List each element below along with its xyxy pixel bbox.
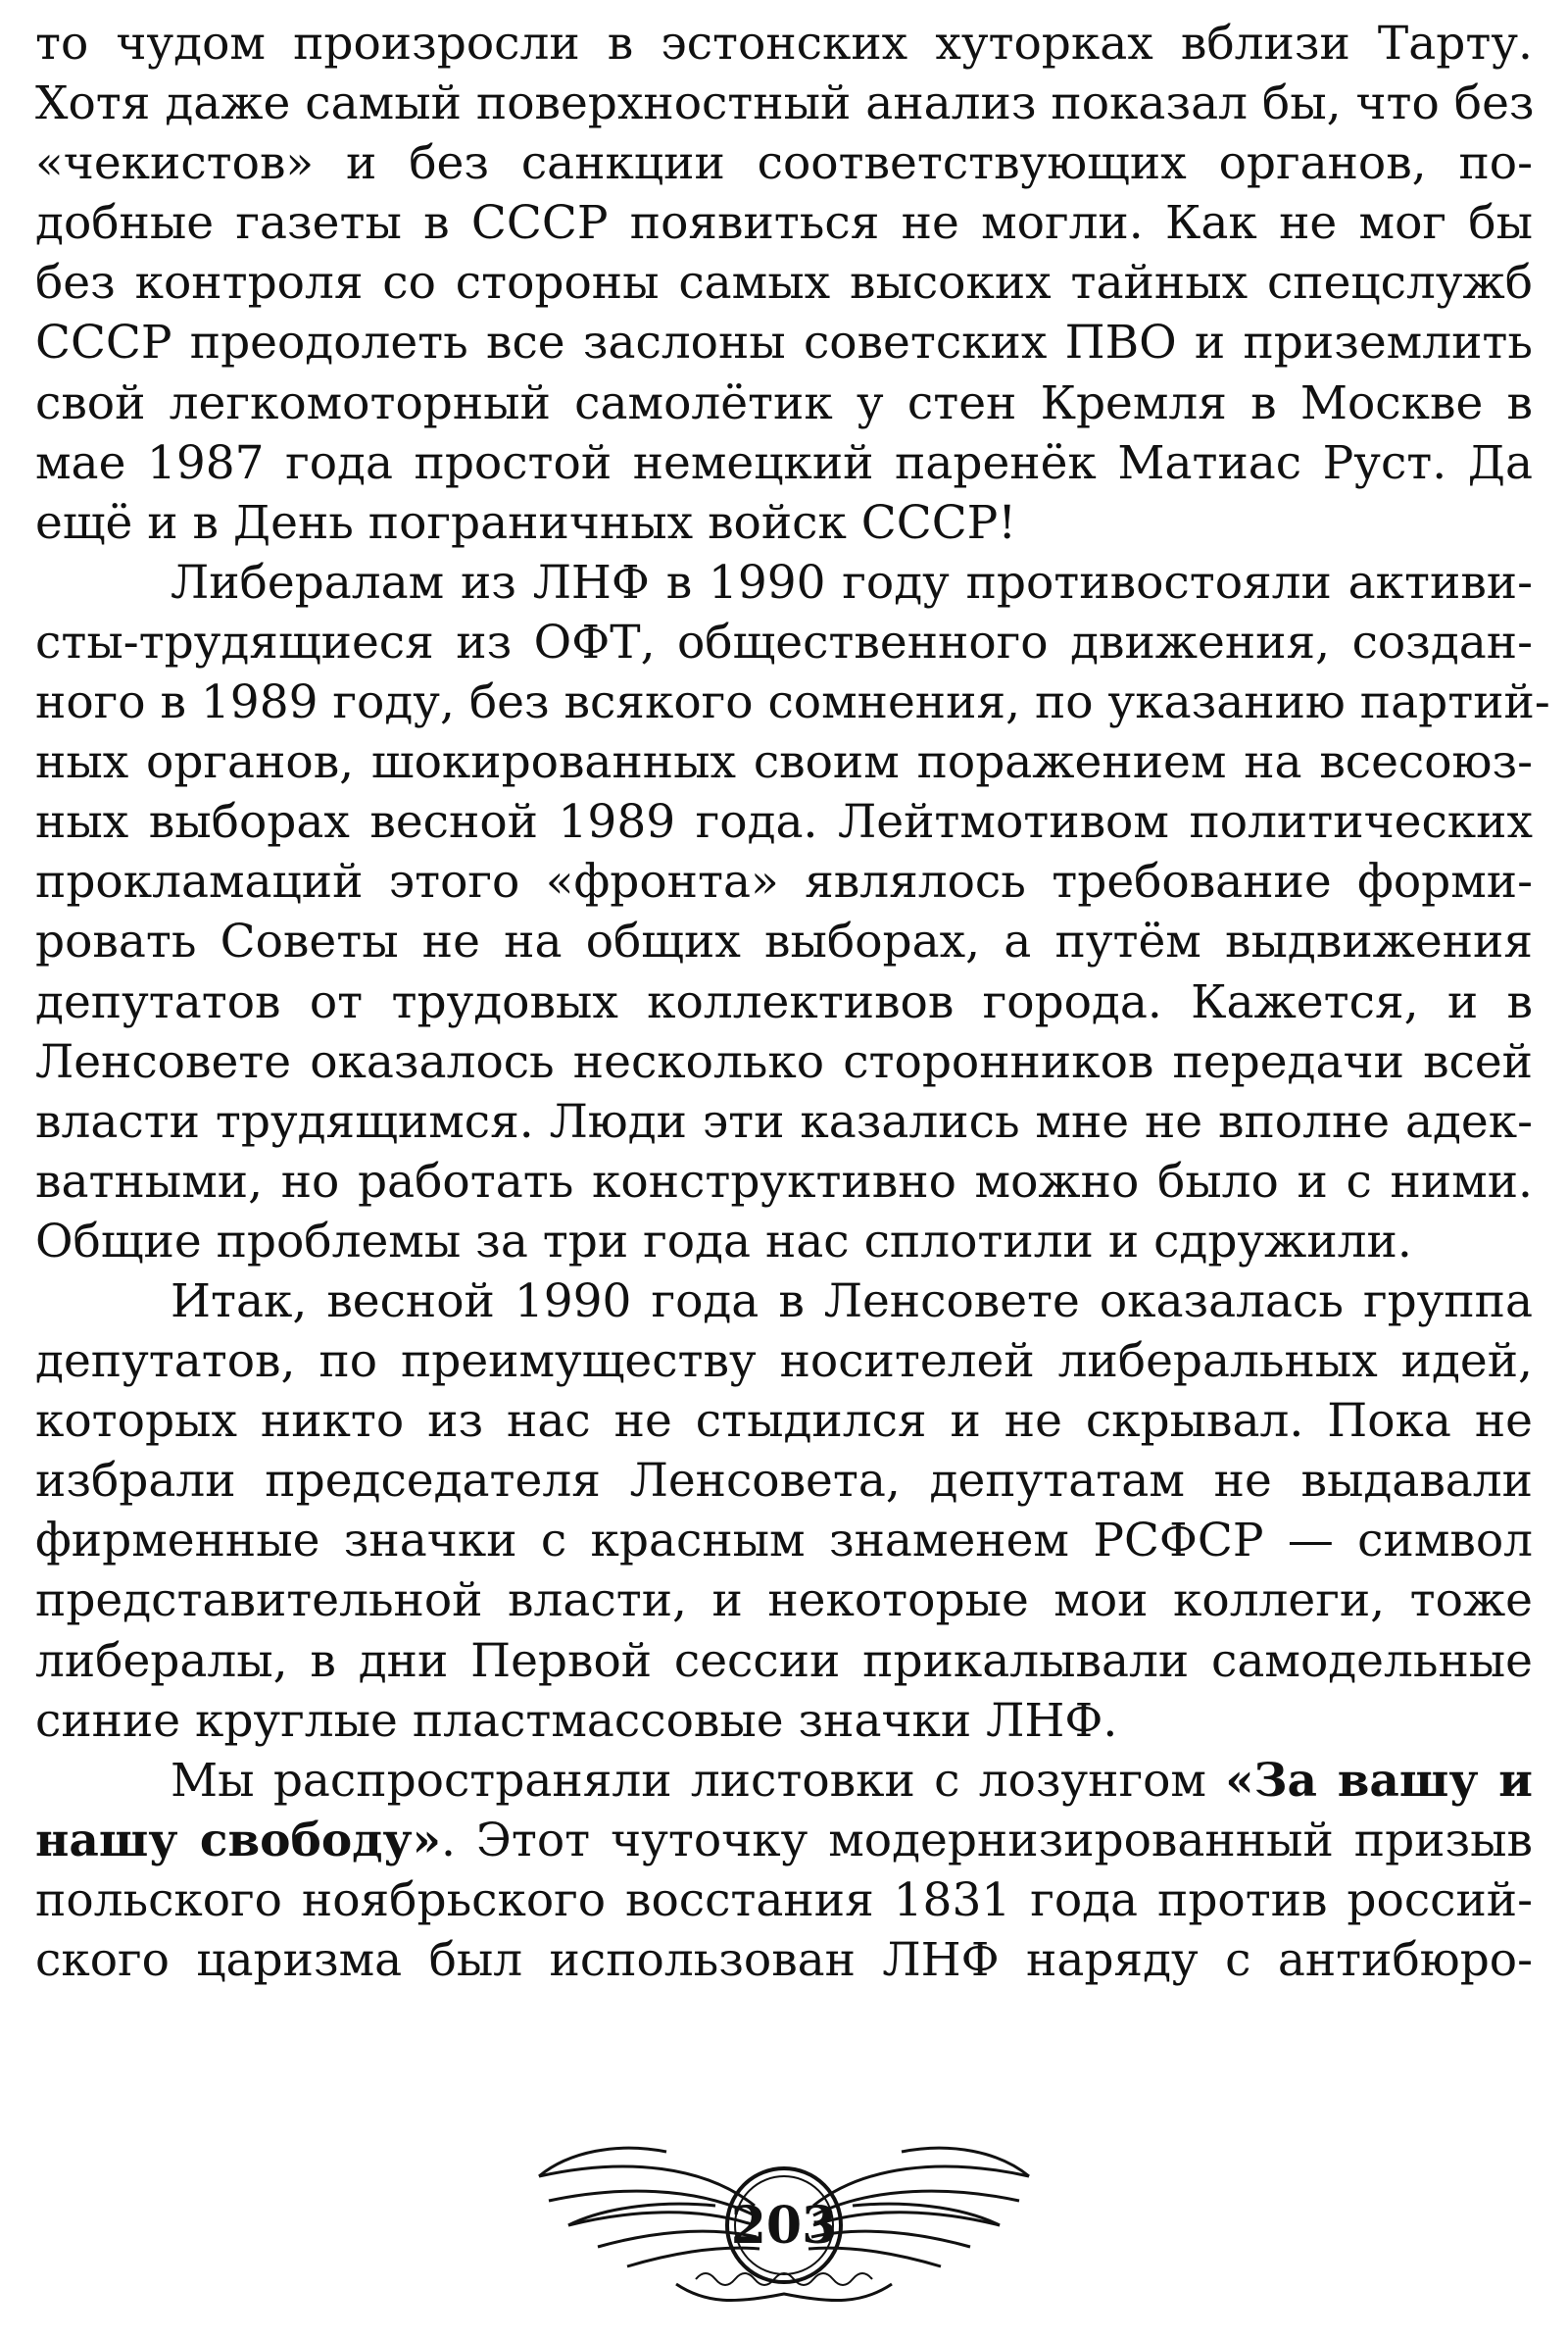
- wings-ornament-icon: [510, 2108, 1058, 2323]
- text-line: без контроля со стороны самых высоких тайных спецслужб: [35, 256, 1533, 311]
- text-line: ватными, но работать конструктивно можно было и с ними.: [35, 1154, 1533, 1209]
- text-line: Ленсовете оказалось несколько сторонников передачи всей: [35, 1034, 1533, 1089]
- text-line: ных выборах весной 1989 года. Лейтмотивом политических: [35, 795, 1533, 850]
- paragraph-2: [35, 553, 1550, 1271]
- text-line: прокламаций этого «фронта» являлось требование форми-: [35, 855, 1533, 910]
- paragraph-3: [35, 1271, 1533, 1751]
- paragraph-1: [35, 14, 1533, 553]
- text-line: либералы, в дни Первой сессии прикалывали самодельные: [35, 1633, 1533, 1688]
- text-line: которых никто из нас не стыдился и не скрывал. Пока не: [35, 1394, 1533, 1449]
- text-line: Хотя даже самый поверхностный анализ показал бы, что без: [35, 76, 1535, 131]
- page-footer-ornament: [510, 2108, 1058, 2323]
- text-line: власти трудящимся. Люди эти казались мне не вполне адек-: [35, 1094, 1533, 1149]
- slogan-text-bold: «За вашу и: [1225, 1753, 1533, 1808]
- page-number: 203: [730, 2196, 838, 2256]
- text-line: синие круглые пластмассовые значки ЛНФ.: [35, 1693, 1118, 1748]
- text-line: депутатов, по преимуществу носителей либеральных идей,: [35, 1334, 1533, 1389]
- text-line: [35, 1751, 1533, 1811]
- text-line: Общие проблемы за три года нас сплотили и сдружили.: [35, 1214, 1412, 1268]
- text-line: мае 1987 года простой немецкий паренёк Матиас Руст. Да: [35, 435, 1533, 490]
- text-line: ровать Советы не на общих выборах, а путём выдвижения: [35, 915, 1533, 970]
- text-line: СССР преодолеть все заслоны советских ПВО и приземлить: [35, 316, 1533, 371]
- text-line: ных органов, шокированных своим поражением на всесоюз-: [35, 735, 1533, 790]
- paragraph-4: [35, 1751, 1533, 1990]
- text-line: свой легкомоторный самолётик у стен Кремля в Москве в: [35, 375, 1533, 430]
- text-line: представительной власти, и некоторые мои коллеги, тоже: [35, 1573, 1533, 1628]
- text-line: ного в 1989 году, без всякого сомнения, по указанию партий-: [35, 675, 1550, 730]
- text-line: избрали председателя Ленсовета, депутатам не выдавали: [35, 1454, 1533, 1509]
- text-line: польского ноябрьского восстания 1831 года против россий-: [35, 1872, 1533, 1927]
- text-line: ского царизма был использован ЛНФ наряду с антибюро-: [35, 1933, 1533, 1987]
- text-line: Итак, весной 1990 года в Ленсовете оказалась группа: [171, 1273, 1533, 1328]
- text-line: «чекистов» и без санкции соответствующих органов, по-: [35, 136, 1533, 191]
- text-line: фирменные значки с красным знаменем РСФСР — символ: [35, 1514, 1533, 1568]
- text-line: [35, 1811, 1533, 1870]
- text-line: депутатов от трудовых коллективов города. Кажется, и в: [35, 974, 1533, 1029]
- text-line: добные газеты в СССР появиться не могли. Как не мог бы: [35, 196, 1533, 251]
- text-segment: Мы распространяли листовки с лозунгом: [171, 1753, 1226, 1808]
- text-line: ещё и в День пограничных войск СССР!: [35, 495, 1017, 550]
- book-page-text: [35, 14, 1550, 1990]
- slogan-text-bold: нашу свободу»: [35, 1813, 441, 1867]
- text-segment: . Этот чуточку модернизированный призыв: [440, 1813, 1533, 1867]
- text-line: то чудом произросли в эстонских хуторках вблизи Тарту.: [35, 17, 1533, 71]
- text-line: сты-трудящиеся из ОФТ, общественного движения, создан-: [35, 615, 1533, 670]
- text-line: Либералам из ЛНФ в 1990 году противостояли активи-: [171, 555, 1533, 610]
